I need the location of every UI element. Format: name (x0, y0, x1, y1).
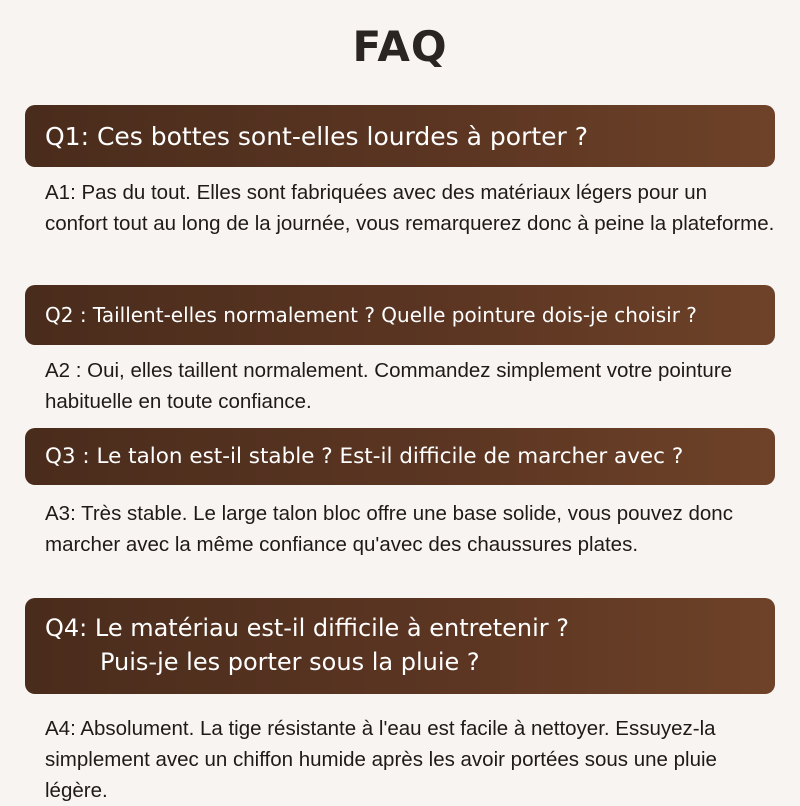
faq-question-4[interactable] (25, 598, 775, 694)
faq-answer-3: A3: Très stable. Le large talon bloc offre une base solide, vous pouvez donc marcher avec la même confiance qu'avec des chaussures plates. (45, 502, 733, 556)
faq-question-3-text: Q3 : Le talon est-il stable ? Est-il difficile de marcher avec ? (45, 444, 684, 469)
faq-answer-4: A4: Absolument. La tige résistante à l'eau est facile à nettoyer. Essuyez-la simplement avec un chiffon humide après les avoir portées sous une pluie légère. (45, 717, 717, 802)
faq-question-2-text: Q2 : Taillent-elles normalement ? Quelle pointure dois-je choisir ? (45, 303, 697, 327)
faq-answer-1: A1: Pas du tout. Elles sont fabriquées avec des matériaux légers pour un confort tout au long de la journée, vous remarquerez donc à peine la plateforme. (45, 181, 775, 235)
faq-answer-2: A2 : Oui, elles taillent normalement. Commandez simplement votre pointure habituelle en toute confiance. (45, 359, 733, 413)
faq-question-2[interactable] (25, 285, 775, 345)
page-title: FAQ (352, 22, 448, 71)
faq-question-4-line-1: Q4: Le matériau est-il difficile à entretenir ? (45, 614, 570, 642)
faq-question-4-line-2: Puis-je les porter sous la pluie ? (100, 648, 480, 676)
faq-question-3[interactable] (25, 428, 775, 485)
faq-question-1-text: Q1: Ces bottes sont-elles lourdes à porter ? (45, 121, 589, 151)
faq-question-1[interactable] (25, 105, 775, 167)
